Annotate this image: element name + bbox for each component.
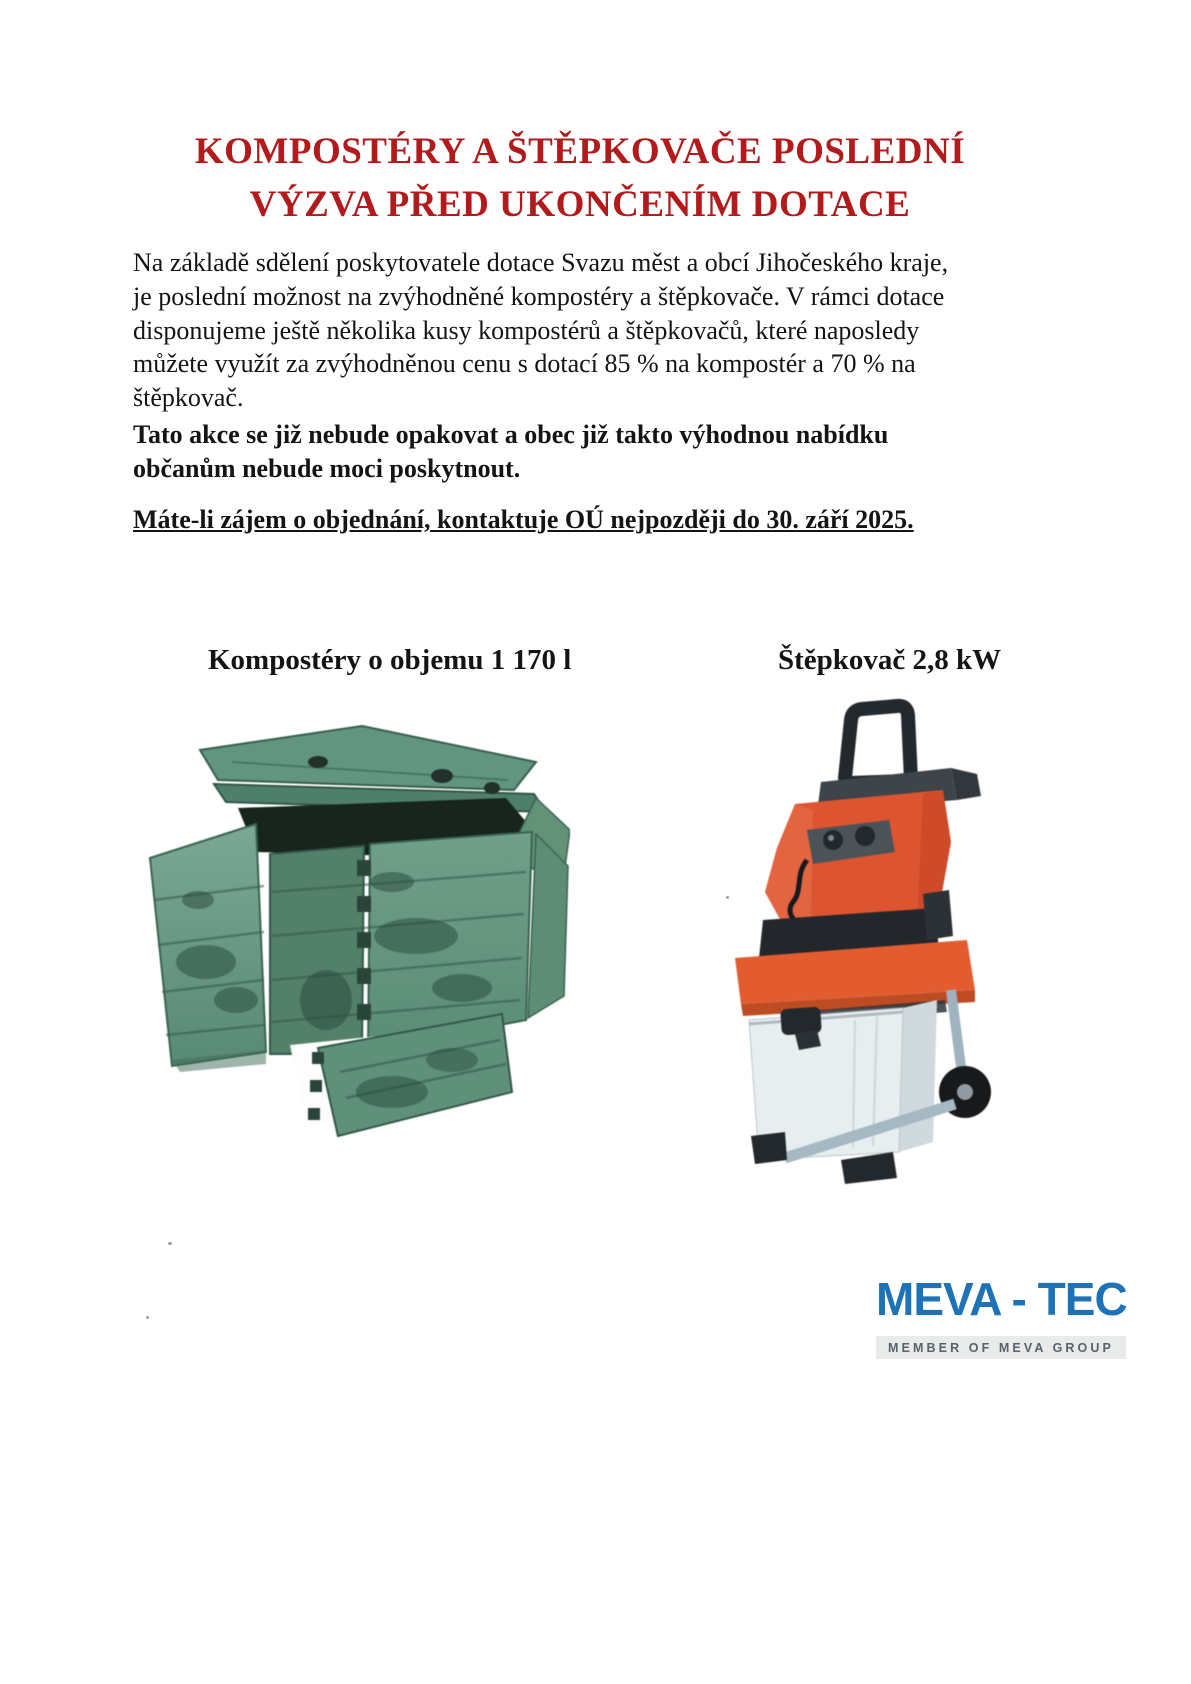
logo-tagline-text: MEMBER OF MEVA GROUP <box>888 1340 1114 1355</box>
page-title-line2: VÝZVA PŘED UKONČENÍM DOTACE <box>249 183 911 225</box>
intro-paragraph: Na základě sdělení poskytovatele dotace Svazu měst a obcí Jihočeského kraje, je poslední možnost na zvýhodněné kompostéry a štěpkovače. V rámci dotace disponujeme ještě několika kusy kompostérů a štěpkovačů, které naposledy můžete využít za zvýhodněnou cenu s dotací 85 % na kompostér a 70 % na štěpkovač. <box>133 248 949 413</box>
scan-speckle <box>168 1242 172 1245</box>
composter-label: Kompostéry o objemu 1 170 l <box>208 644 572 676</box>
page-title <box>100 126 1060 231</box>
logo-tagline-strip <box>876 1336 1126 1359</box>
composter-photo <box>140 700 570 1160</box>
shredder-photo <box>645 690 995 1190</box>
scan-speckle <box>146 1316 149 1319</box>
scan-speckle <box>726 896 729 899</box>
logo-brand-text: MEVA - TEC <box>876 1273 1127 1325</box>
meva-tec-logo <box>866 1272 1134 1370</box>
shredder-label: Štěpkovač 2,8 kW <box>778 644 1002 676</box>
warning-paragraph: Tato akce se již nebude opakovat a obec již takto výhodnou nabídku občanům nebude moci poskytnout. <box>133 420 889 483</box>
page-title-line1: KOMPOSTÉRY A ŠTĚPKOVAČE POSLEDNÍ <box>194 131 966 172</box>
deadline-paragraph: Máte-li zájem o objednání, kontaktuje OÚ nejpozději do 30. září 2025. <box>133 505 914 534</box>
